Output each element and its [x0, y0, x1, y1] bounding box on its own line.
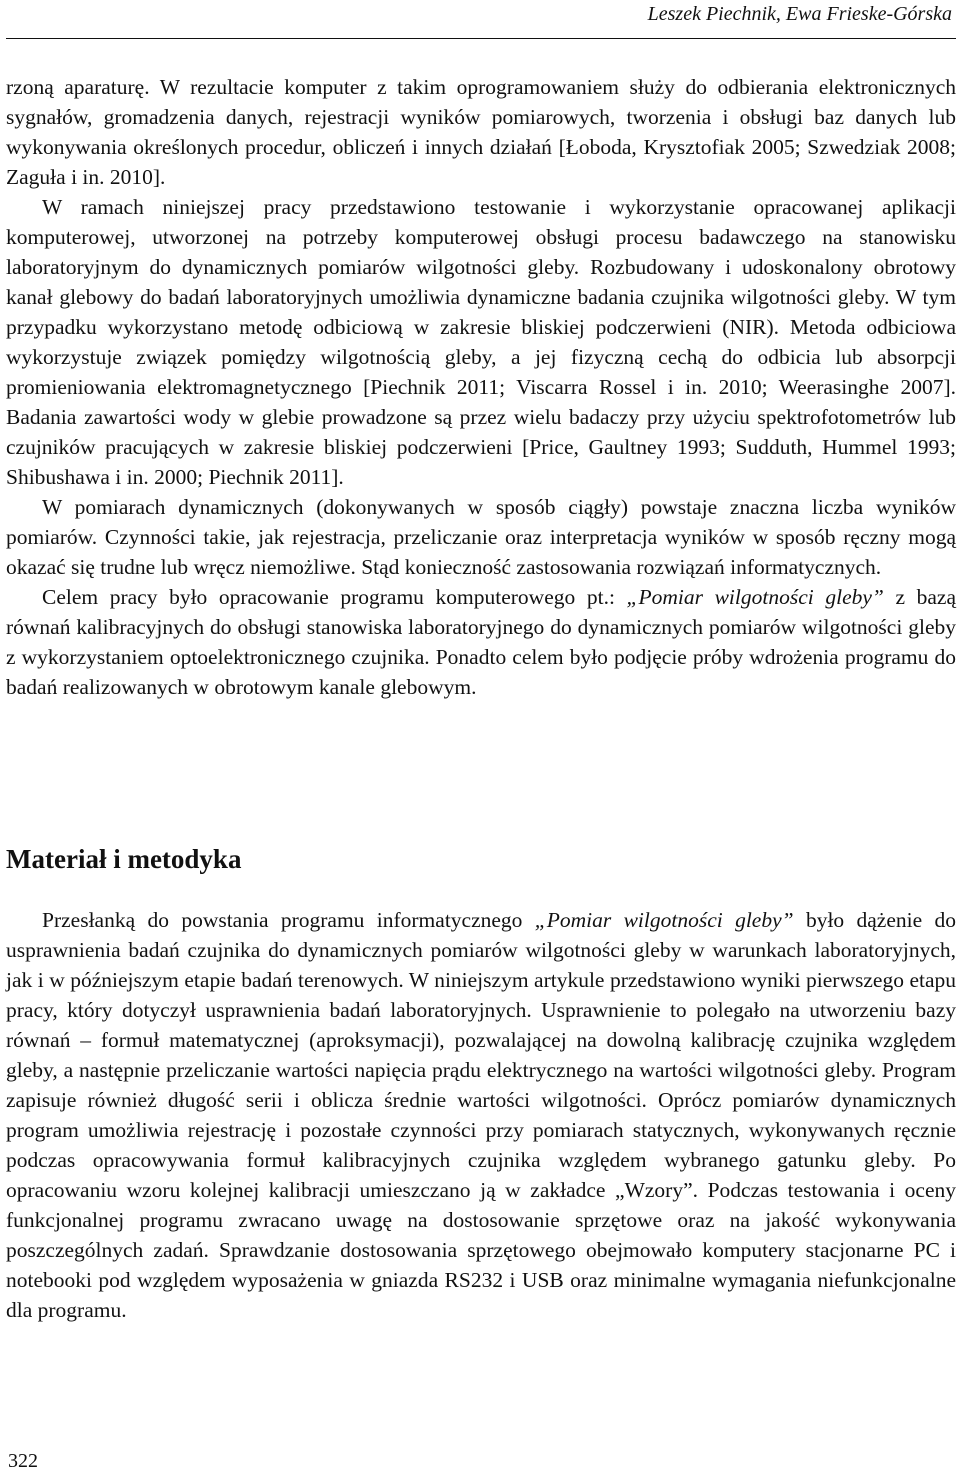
paragraph-scope: W ramach niniejszej pracy przedstawiono testowanie i wykorzystanie opracowanej aplikacji komputerowej, utworzonej na potrzeby komputerowej obsługi procesu badawczego na stanowisku laboratoryjnym do dynamicznych pomiarów wilgotności gleby. Rozbudowany i udoskonalony obrotowy kanał glebowy do badań laboratoryjnych umożliwia dynamiczne badania czujnika wilgotności gleby. W tym przypadku wykorzystano metodę odbiciową w zakresie bliskiej podczerwieni (NIR). Metoda odbiciowa wykorzystuje związek pomiędzy wilgotnością gleby, a jej fizyczną cechą do odbicia lub absorpcji promieniowania elektromagnetycznego [Piechnik 2011; Viscarra Rossel i in. 2010; Weerasinghe 2007]. Badania zawartości wody w glebie prowadzone są przez wielu badaczy przy użyciu spektrofotometrów lub czujników pracujących w zakresie bliskiej podczerwieni [Price, Gaultney 1993; Sudduth, Hummel 1993; Shibushawa i in. 2000; Piechnik 2011].: [6, 195, 956, 489]
section-heading-materials-methods: Materiał i metodyka: [6, 844, 242, 874]
aim-text-before: Celem pracy było opracowanie programu komputerowego pt.:: [42, 585, 627, 609]
methods-text-after: było dążenie do usprawnienia badań czujnika do dynamicznych pomiarów wilgotności gleby w warunkach laboratoryjnych, jak i w późniejszym etapie badań terenowych. W niniejszym artykule przedstawiono wyniki pierwszego etapu pracy, który dotyczył usprawnienia badań laboratoryjnych. Usprawnienie to polegało na utworzeniu bazy równań – formuł matematycznej (aproksymacji), pozwalającej na dowolną kalibrację czujnika względem gleby, a następnie przeliczanie wartości napięcia prądu elektrycznego na wartości wilgotności gleby. Program zapisuje również długość serii i oblicza średnie wartości wilgotności. Oprócz pomiarów dynamicznych program umożliwia rejestrację i pozostałe czynności przy pomiarach statycznych, wykonywanych ręcznie podczas opracowywania formuł kalibracyjnych czujnika względem wybranego gatunku gleby. Po opracowaniu wzoru kolejnej kalibracji umieszczano ją w zakładce „Wzory”. Podczas testowania i oceny funkcjonalnej programu zwracano uwagę na dostosowanie sprzętowe oraz na jakość wykonywania poszczególnych zadań. Sprawdzanie dostosowania sprzętowego obejmowało komputery stacjonarne PC i notebooki pod względem wyposażenia w gniazda RS232 i USB oraz minimalne wymagania niefunkcjonalne dla programu.: [6, 908, 956, 1322]
paragraph-methods: [6, 905, 956, 1325]
methods-program-title: „Pomiar wilgotności gleby”: [534, 908, 794, 932]
header-rule: [6, 38, 956, 39]
paragraph-continuation: rzoną aparaturę. W rezultacie komputer z takim oprogramowaniem służy do odbierania elektronicznych sygnałów, gromadzenia danych, rejestracji wyników pomiarowych, tworzenia i obsługi baz danych lub wykonywania określonych procedur, obliczeń i innych działań [Łoboda, Krysztofiak 2005; Szwedziak 2008; Zaguła i in. 2010].: [6, 75, 956, 189]
paragraph-dynamic-measurements: W pomiarach dynamicznych (dokonywanych w sposób ciągły) powstaje znaczna liczba wyników pomiarów. Czynności takie, jak rejestracja, przeliczanie oraz interpretacja wyników w sposób ręczny mogą okazać się trudne lub wręcz niemożliwe. Stąd konieczność zastosowania rozwiązań informatycznych.: [6, 495, 956, 579]
methods-text: [6, 905, 956, 1325]
aim-text-after: z bazą równań kalibracyjnych do obsługi stanowiska laboratoryjnego do dynamicznych pomiarów wilgotności gleby z wykorzystaniem optoelektronicznego czujnika. Ponadto celem było podjęcie próby wdrożenia programu do badań realizowanych w obrotowym kanale glebowym.: [6, 585, 956, 699]
paragraph-aim: [6, 582, 956, 702]
running-header-authors: Leszek Piechnik, Ewa Frieske-Górska: [647, 3, 952, 25]
aim-program-title: „Pomiar wilgotności gleby”: [626, 585, 884, 609]
introduction-text: [6, 72, 956, 702]
methods-text-before: Przesłanką do powstania programu informatycznego: [42, 908, 535, 932]
page-number: 322: [8, 1450, 38, 1472]
